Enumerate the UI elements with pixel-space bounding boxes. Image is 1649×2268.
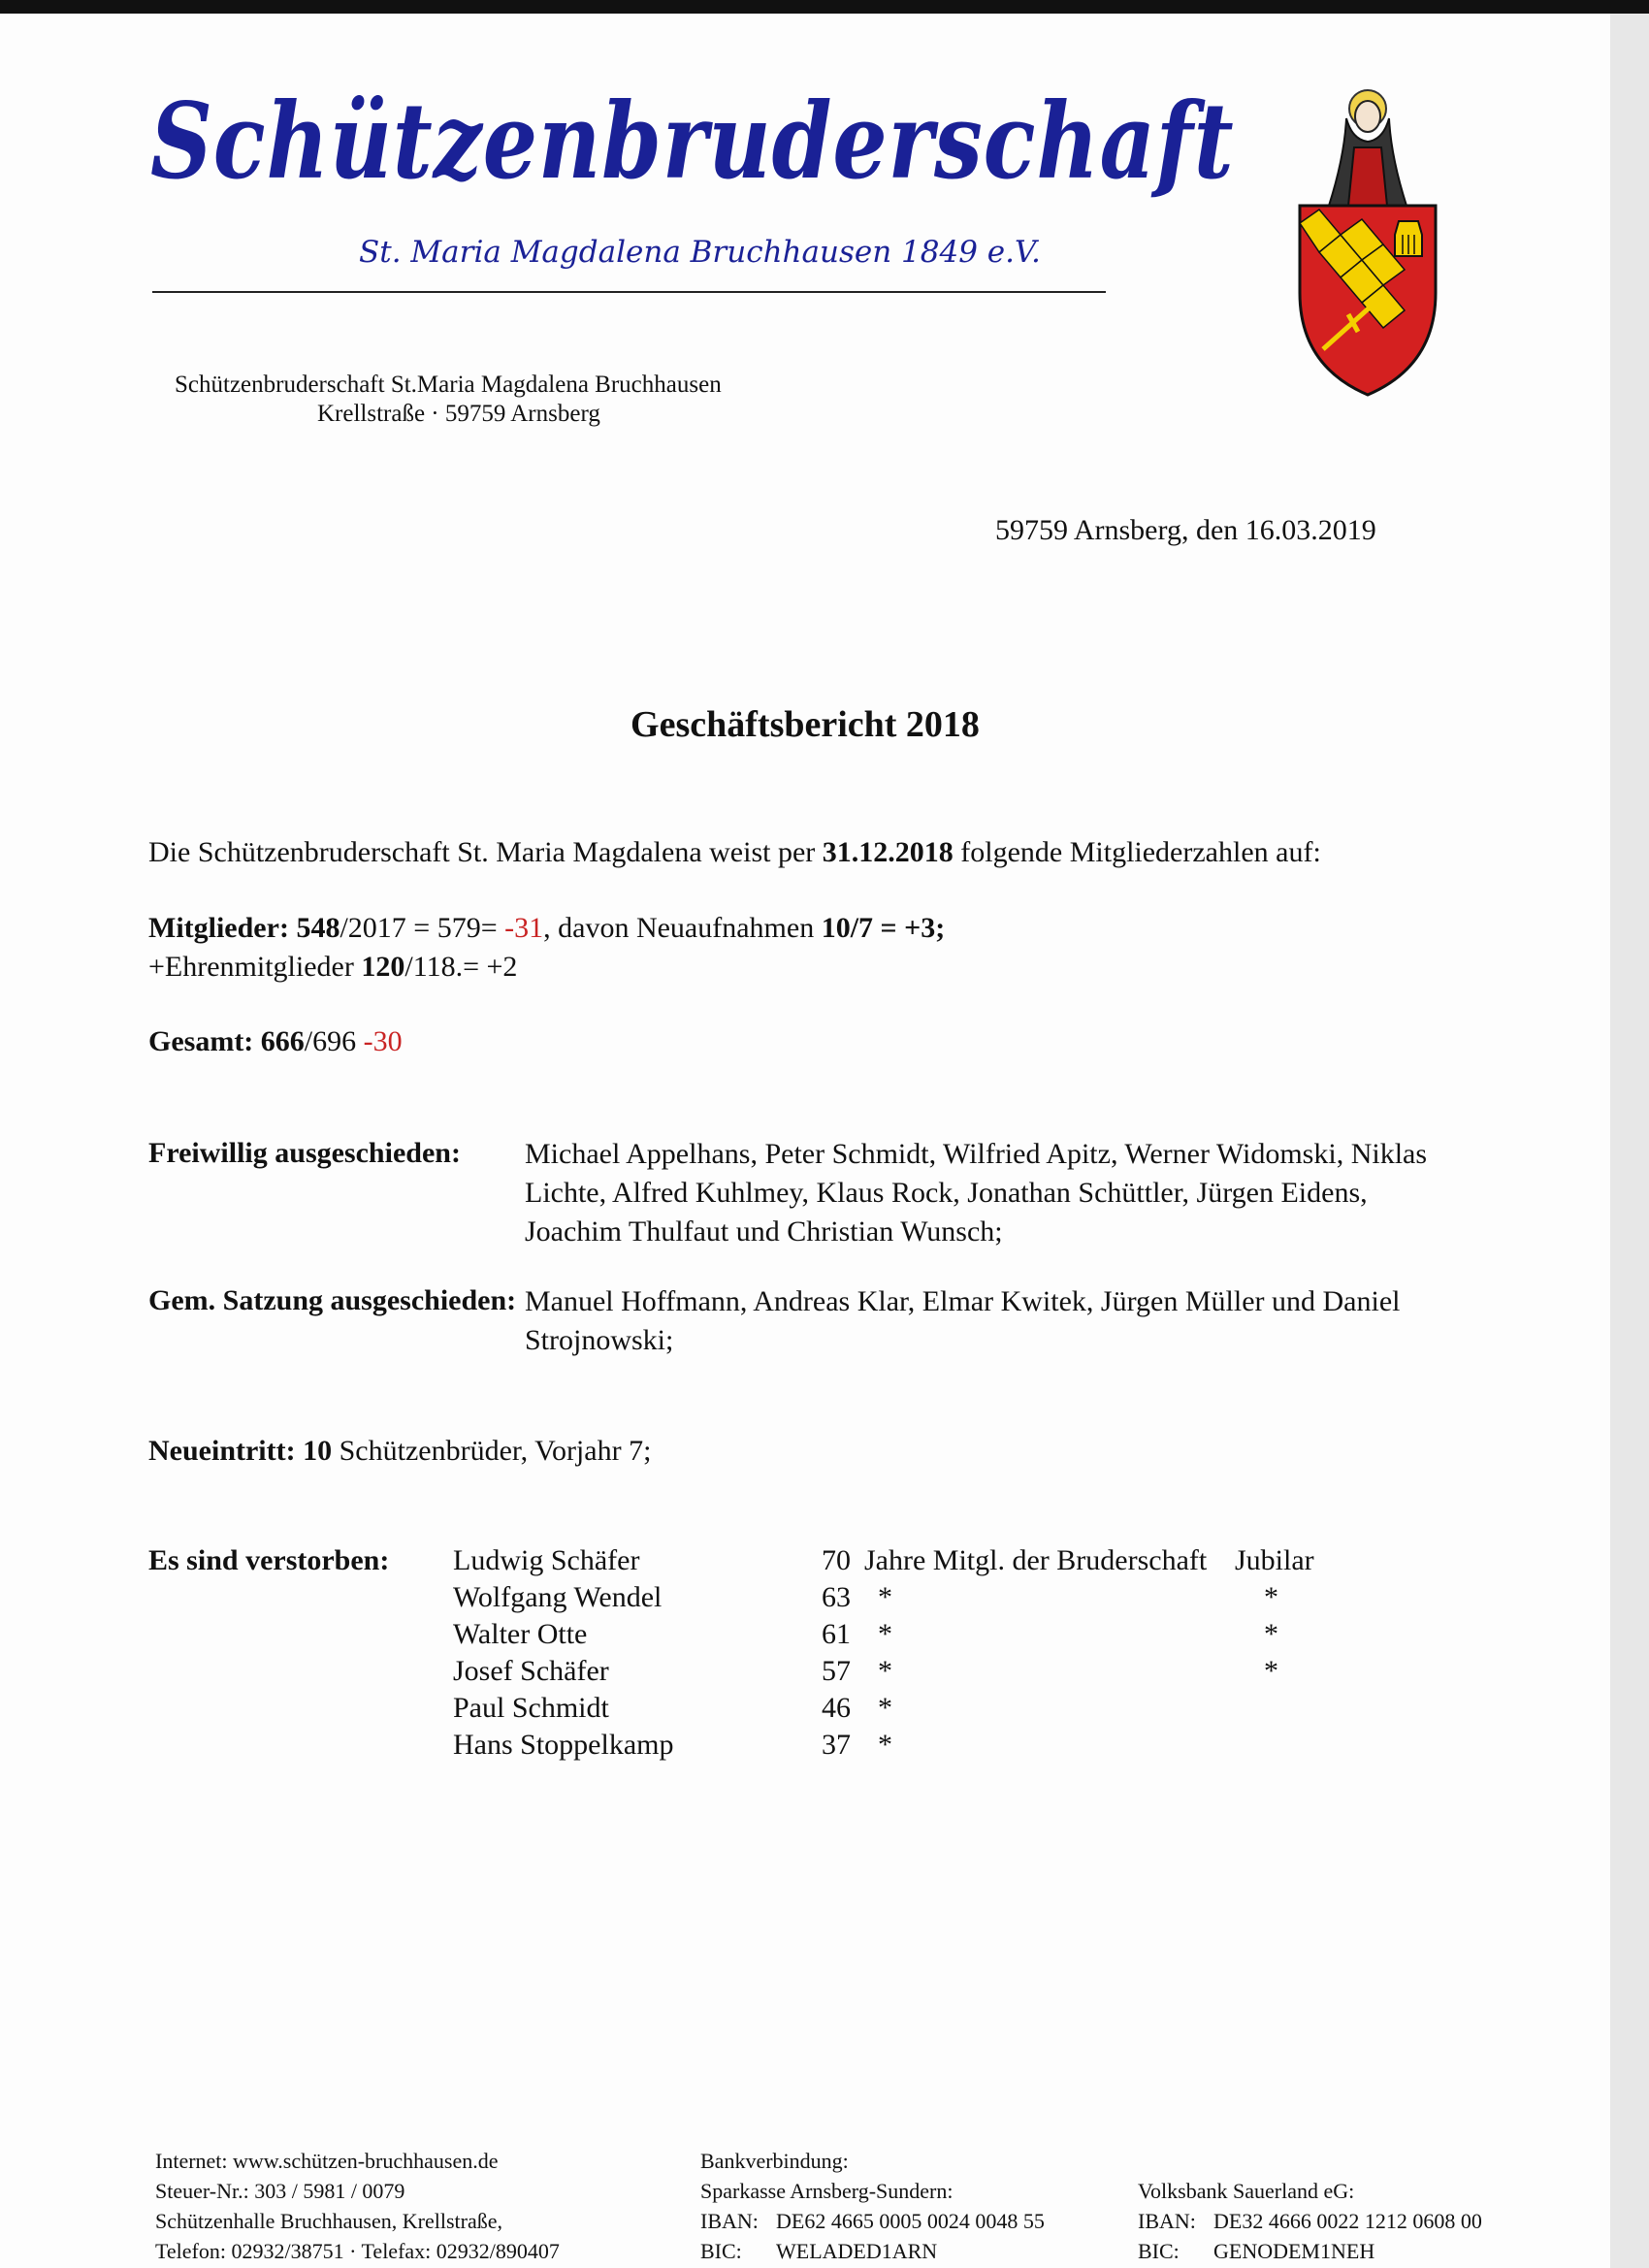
- footer-bank2-iban-row: [1138, 2206, 1482, 2236]
- footer-bank2-bic: GENODEM1NEH: [1213, 2239, 1375, 2263]
- intro-date: 31.12.2018: [822, 836, 954, 868]
- footer-spacer: [1138, 2146, 1354, 2176]
- statute-exit-label-text: Gem. Satzung ausgeschieden:: [148, 1284, 517, 1316]
- new-entry-line: [148, 1433, 651, 1470]
- intro-paragraph: [148, 834, 1321, 871]
- letterhead-rule: [152, 291, 1106, 293]
- deceased-name: Walter Otte: [453, 1618, 588, 1650]
- total-diff: -30: [363, 1025, 403, 1057]
- members-label: Mitglieder:: [148, 912, 289, 944]
- members-line: [148, 910, 945, 947]
- honorary-value: 120: [361, 951, 405, 983]
- intro-text-end: folgende Mitgliederzahlen auf:: [953, 836, 1321, 868]
- voluntary-exit-label: [148, 1135, 461, 1172]
- scan-top-edge: [0, 0, 1649, 14]
- footer-bank1-iban-row: [700, 2206, 1045, 2236]
- total-value: 666: [260, 1025, 305, 1057]
- new-members-value: 10/7: [821, 912, 874, 944]
- deceased-jubilar: Jubilar: [1235, 1544, 1314, 1576]
- footer-bank1-bic-label: BIC:: [700, 2239, 742, 2263]
- footer-bank2-iban-label: IBAN:: [1138, 2209, 1196, 2233]
- sender-line-2: Krellstraße · 59759 Arnsberg: [317, 401, 600, 427]
- deceased-jubilar: *: [1264, 1581, 1278, 1613]
- total-previous: /696: [304, 1025, 364, 1057]
- total-label: Gesamt:: [148, 1025, 254, 1057]
- intro-text: Die Schützenbruderschaft St. Maria Magdalena weist per: [148, 836, 823, 868]
- voluntary-exit-names: Michael Appelhans, Peter Schmidt, Wilfried Apitz, Werner Widomski, Niklas Lichte, Alfred Kuhlmey, Klaus Rock, Jonathan Schüttler, Jürgen Eidens, Joachim Thulfaut und Christian Wunsch;: [525, 1138, 1428, 1247]
- footer-bank1-iban-label: IBAN:: [700, 2209, 759, 2233]
- total-line: [148, 1023, 403, 1060]
- members-diff: -31: [504, 912, 544, 944]
- coat-of-arms-icon: [1290, 89, 1445, 400]
- sender-line-1: Schützenbruderschaft St.Maria Magdalena Bruchhausen: [175, 372, 722, 398]
- scan-right-edge: [1610, 14, 1649, 2268]
- footer-bank2-bic-label: BIC:: [1138, 2239, 1180, 2263]
- deceased-name: Hans Stoppelkamp: [453, 1729, 674, 1761]
- footer-bank2-name: Volksbank Sauerland eG:: [1138, 2179, 1355, 2203]
- honorary-label: +Ehrenmitglieder: [148, 951, 362, 983]
- footer-bank1-bic: WELADED1ARN: [776, 2239, 938, 2263]
- deceased-name: Paul Schmidt: [453, 1692, 609, 1724]
- deceased-years: 57: [822, 1655, 851, 1687]
- footer-bank2-bic-row: [1138, 2236, 1375, 2266]
- new-members-diff: = +3;: [873, 912, 946, 944]
- footer-contact: [155, 2146, 560, 2266]
- deceased-note: *: [878, 1581, 892, 1613]
- footer-hall: Schützenhalle Bruchhausen, Krellstraße,: [155, 2209, 502, 2233]
- deceased-note: *: [878, 1692, 892, 1724]
- deceased-years: 63: [822, 1581, 851, 1613]
- honorary-diff: /118.= +2: [404, 951, 518, 983]
- deceased-note: *: [878, 1729, 892, 1761]
- deceased-note: Jahre Mitgl. der Bruderschaft: [864, 1544, 1208, 1576]
- footer-internet: Internet: www.schützen-bruchhausen.de: [155, 2149, 499, 2173]
- deceased-years: 61: [822, 1618, 851, 1650]
- letterhead-subtitle: St. Maria Magdalena Bruchhausen 1849 e.V.: [359, 235, 1041, 270]
- footer-bank-title: Bankverbindung:: [700, 2149, 849, 2173]
- letter-date: 59759 Arnsberg, den 16.03.2019: [995, 514, 1376, 546]
- deceased-years: 46: [822, 1692, 851, 1724]
- footer-phone: Telefon: 02932/38751 · Telefax: 02932/890407: [155, 2239, 560, 2263]
- deceased-label: [148, 1542, 389, 1579]
- new-entry-label: Neueintritt:: [148, 1435, 296, 1467]
- deceased-name: Wolfgang Wendel: [453, 1581, 663, 1613]
- footer-bank-1: [700, 2146, 1045, 2266]
- footer-bank1-bic-row: [700, 2236, 954, 2266]
- statute-exit-label: [148, 1282, 516, 1319]
- voluntary-exit-label-text: Freiwillig ausgeschieden:: [148, 1137, 461, 1169]
- footer-bank1-iban: DE62 4665 0005 0024 0048 55: [776, 2209, 1045, 2233]
- deceased-note: *: [878, 1618, 892, 1650]
- new-entry-value: 10: [303, 1435, 333, 1467]
- new-entry-text: Schützenbrüder, Vorjahr 7;: [332, 1435, 652, 1467]
- report-title: Geschäftsbericht 2018: [630, 704, 980, 745]
- deceased-name: Ludwig Schäfer: [453, 1544, 640, 1576]
- new-members-text: , davon Neuaufnahmen: [543, 912, 822, 944]
- letterhead-brand: Schützenbruderschaft: [150, 81, 1235, 203]
- honorary-line: [148, 949, 517, 986]
- deceased-name: Josef Schäfer: [453, 1655, 609, 1687]
- footer-bank2-iban: DE32 4666 0022 1212 0608 00: [1213, 2209, 1482, 2233]
- statute-exit-names: Manuel Hoffmann, Andreas Klar, Elmar Kwitek, Jürgen Müller und Daniel Strojnowski;: [525, 1285, 1401, 1356]
- members-2018: 548: [296, 912, 340, 944]
- deceased-years: 70: [822, 1544, 851, 1576]
- footer-bank-2: [1138, 2146, 1482, 2266]
- deceased-years: 37: [822, 1729, 851, 1761]
- deceased-label-text: Es sind verstorben:: [148, 1544, 390, 1576]
- deceased-note: *: [878, 1655, 892, 1687]
- deceased-jubilar: *: [1264, 1618, 1278, 1650]
- deceased-jubilar: *: [1264, 1655, 1278, 1687]
- footer-tax-number: Steuer-Nr.: 303 / 5981 / 0079: [155, 2179, 405, 2203]
- footer-bank1-name: Sparkasse Arnsberg-Sundern:: [700, 2179, 954, 2203]
- members-2017: /2017 = 579=: [340, 912, 505, 944]
